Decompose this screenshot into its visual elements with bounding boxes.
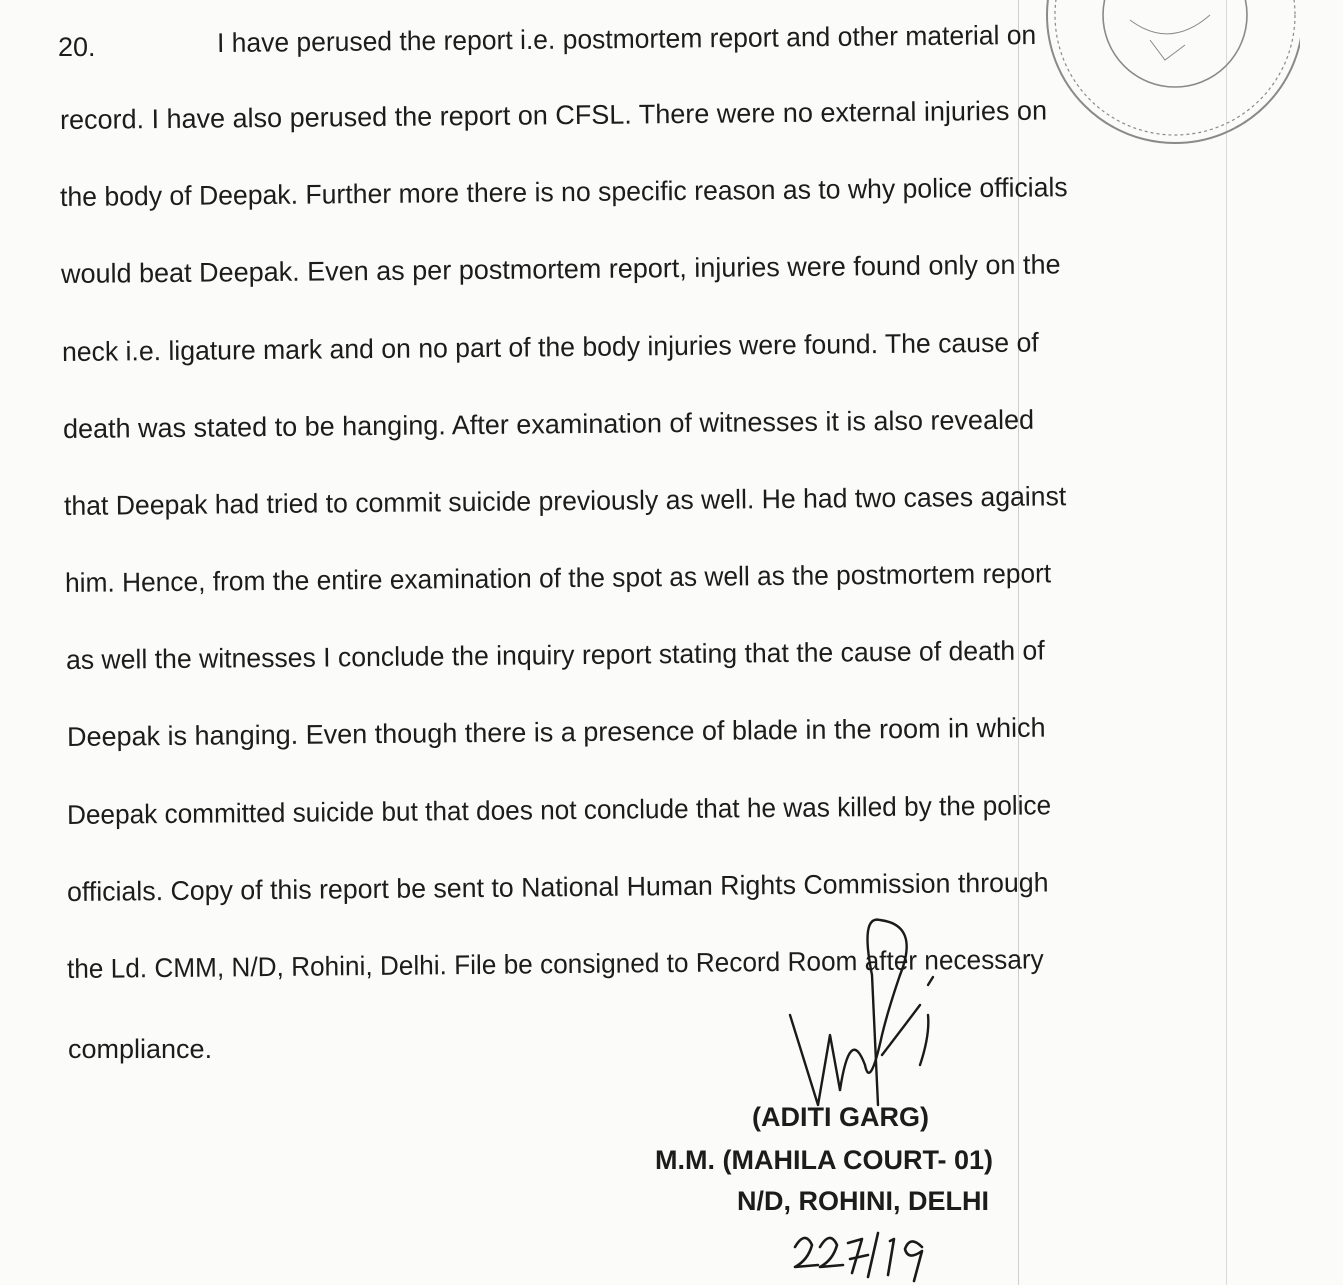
signatory-location: N/D, ROHINI, DELHI bbox=[737, 1186, 990, 1216]
paragraph-number: 20. bbox=[58, 32, 96, 62]
signature-icon bbox=[770, 915, 950, 1115]
handwritten-date-icon bbox=[790, 1225, 950, 1285]
fold-line bbox=[1226, 0, 1227, 1285]
document-page: 20. I have perused the report i.e. postmortem report and other material on record. I have also perused the report on CFSL. There were no external injuries on the body of Deepak. Further more there is no specific reason as to why police officials would beat Deepak. Even as per postmortem report, injuries were found only on the neck i.e. ligature mark and on no part of the body injuries were found. The cause of death was stated to be hanging. After examination of witnesses it is also revealed that Deepak had tried to commit suicide previously as well. He had two cases against him. Hence, from the entire examination of the spot as well as the postmortem report as well the witnesses I conclude the inquiry report stating that the cause of death of Deepak is hanging. Even though there is a presence of blade in the room in which Deepak committed suicide but that does not conclude that he was killed by the police officials. Copy of this report be sent to National Human Rights Commission through the Ld. CMM, N/D, Rohini, Delhi. File be consigned to Record Room after necessary compliance. (ADITI GARG) M.M. (MAHILA COURT- 01) N/D, ROHINI, DELHI bbox=[0, 0, 1343, 1285]
court-seal-icon bbox=[1000, 0, 1300, 150]
signatory-name: (ADITI GARG) bbox=[752, 1102, 929, 1132]
signatory-designation: M.M. (MAHILA COURT- 01) bbox=[655, 1145, 993, 1175]
